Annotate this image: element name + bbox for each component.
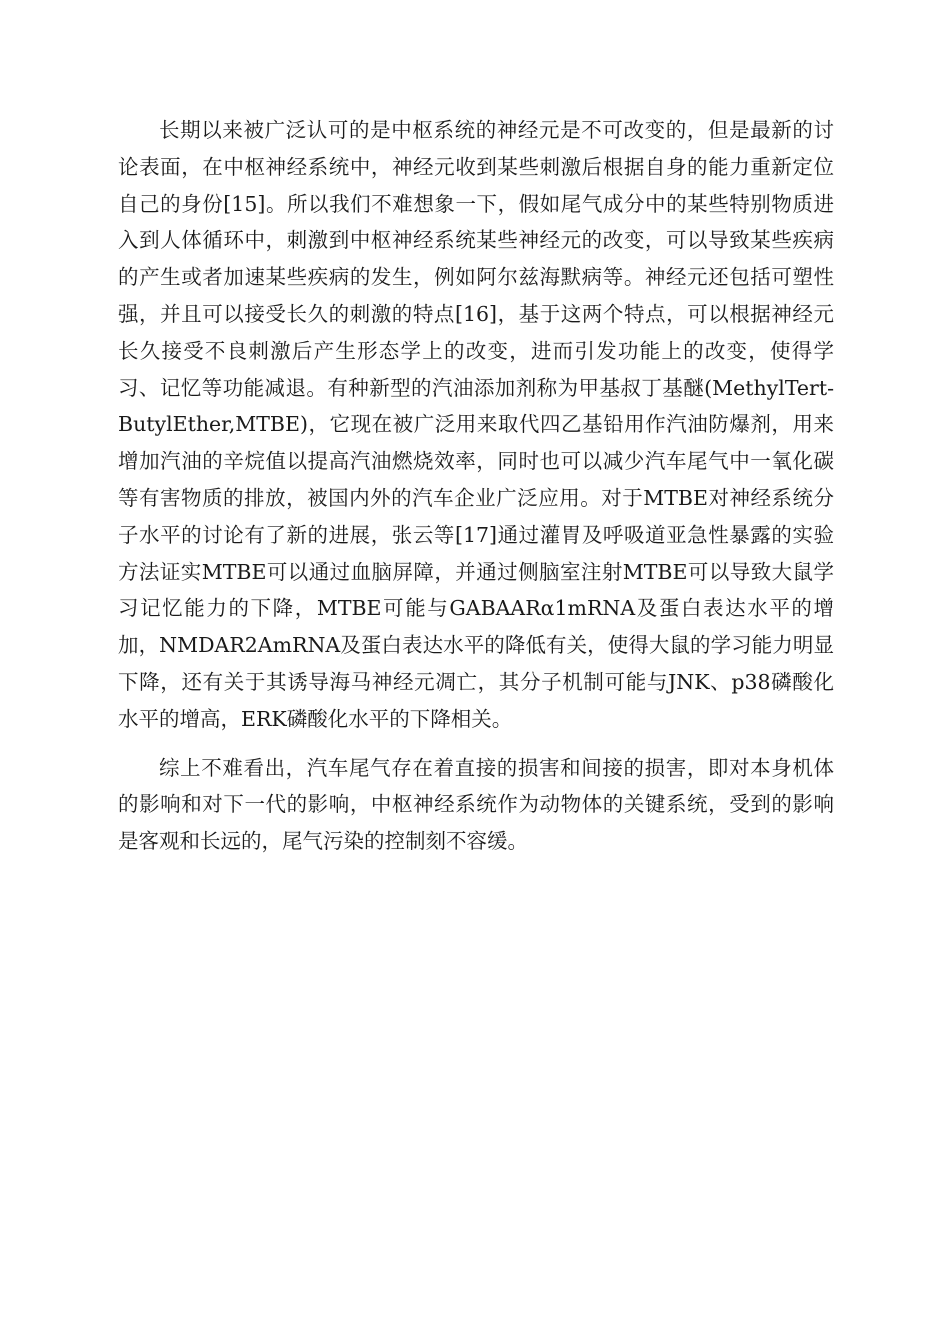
paragraph-1: 长期以来被广泛认可的是中枢系统的神经元是不可改变的，但是最新的讨论表面，在中枢神经系统中，神经元收到某些刺激后根据自身的能力重新定位自己的身份[15]。所以我们不难想象一下，假如尾气成分中的某些特别物质进入到人体循环中，刺激到中枢神经系统某些神经元的改变，可以导致某些疾病的产生或者加速某些疾病的发生，例如阿尔兹海默病等。神经元还包括可塑性强，并且可以接受长久的刺激的特点[16]，基于这两个特点，可以根据神经元长久接受不良刺激后产生形态学上的改变，进而引发功能上的改变，使得学习、记忆等功能减退。有种新型的汽油添加剂称为甲基叔丁基醚(MethylTert-ButylEther,MTBE)，它现在被广泛用来取代四乙基铅用作汽油防爆剂，用来增加汽油的辛烷值以提高汽油燃烧效率，同时也可以减少汽车尾气中一氧化碳等有害物质的排放，被国内外的汽车企业广泛应用。对于MTBE对神经系统分子水平的讨论有了新的进展，张云等[17]通过灌胃及呼吸道亚急性暴露的实验方法证实MTBE可以通过血脑屏障，并通过侧脑室注射MTBE可以导致大鼠学习记忆能力的下降，MTBE可能与GABAARα1mRNA及蛋白表达水平的增加，NMDAR2AmRNA及蛋白表达水平的降低有关，使得大鼠的学习能力明显下降，还有关于其诱导海马神经元凋亡，其分子机制可能与JNK、p38磷酸化水平的增高，ERK磷酸化水平的下降相关。 <box>118 118 834 731</box>
paragraph-2: 综上不难看出，汽车尾气存在着直接的损害和间接的损害，即对本身机体的影响和对下一代的影响，中枢神经系统作为动物体的关键系统，受到的影响是客观和长远的，尾气污染的控制刻不容缓。 <box>118 755 834 854</box>
body-text <box>118 112 834 860</box>
